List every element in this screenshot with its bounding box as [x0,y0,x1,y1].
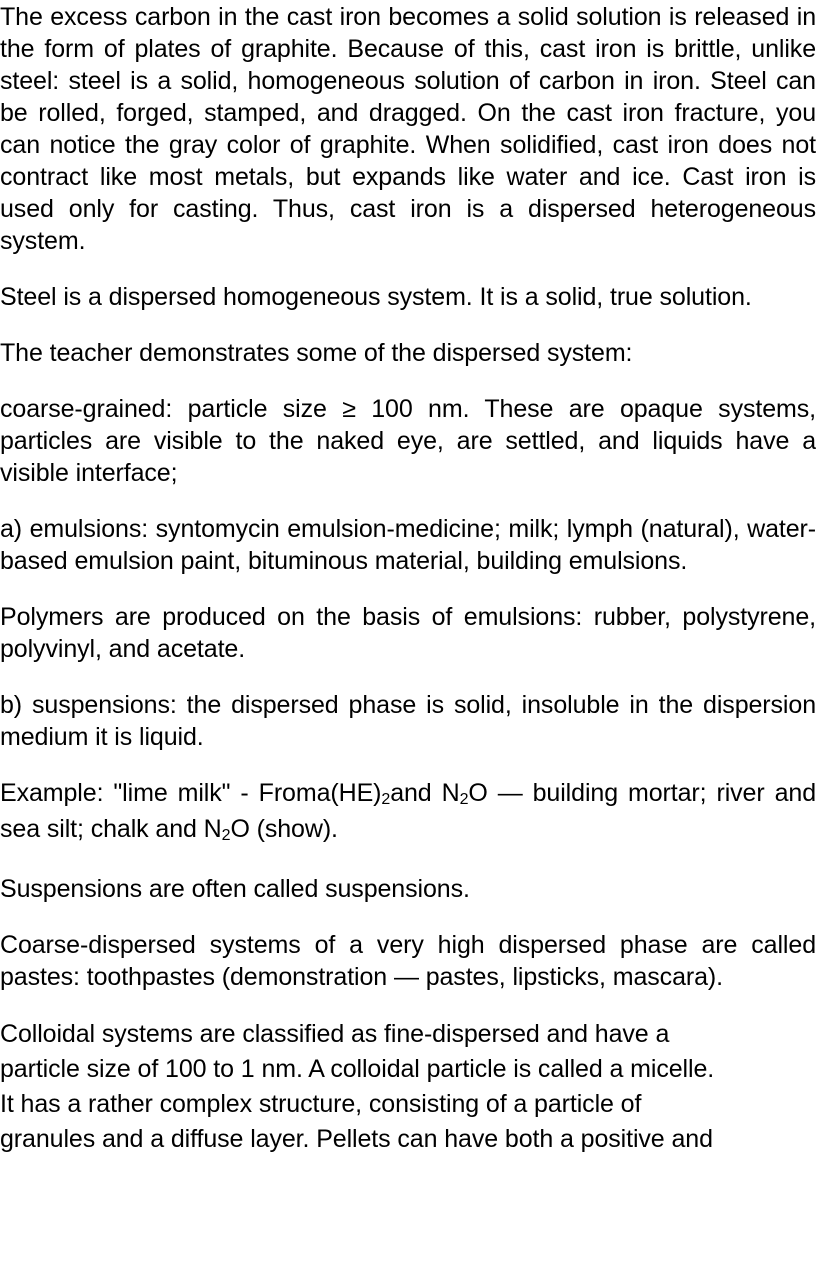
paragraph-cast-iron: The excess carbon in the cast iron becomes a solid solution is released in the form of plates of graphite. Because of this, cast iron is brittle, unlike steel: steel is a solid, homogeneous solution of carbon in iron. Steel can be rolled, forged, stamped, and dragged. On the cast iron fracture, you can notice the gray color of graphite. When solidified, cast iron does not contract like most metals, but expands like water and ice. Cast iron is used only for casting. Thus, cast iron is a dispersed heterogeneous system. [0,3,816,255]
colloidal-line: Colloidal systems are classified as fine-dispersed and have a [0,1020,670,1048]
paragraph-pastes: Coarse-dispersed systems of a very high dispersed phase are called pastes: toothpastes (demonstration — pastes, lipsticks, mascara). [0,931,816,991]
paragraph-steel: Steel is a dispersed homogeneous system. It is a solid, true solution. [0,283,752,311]
paragraph-suspensions: b) suspensions: the dispersed phase is solid, insoluble in the dispersion medium it is liquid. [0,691,816,751]
paragraph-colloidal [0,1017,816,1157]
colloidal-line: granules and a diffuse layer. Pellets can have both a positive and [0,1125,713,1153]
paragraph-coarse-grained: coarse-grained: particle size ≥ 100 nm. These are opaque systems, particles are visible to the naked eye, are settled, and liquids have a visible interface; [0,395,816,487]
colloidal-line: It has a rather complex structure, consisting of a particle of [0,1090,642,1118]
paragraph-polymers: Polymers are produced on the basis of emulsions: rubber, polystyrene, polyvinyl, and acetate. [0,603,816,663]
paragraph-teacher-demonstrates: The teacher demonstrates some of the dispersed system: [0,339,633,367]
paragraph-example: Example: "lime milk" - $Froma(HE)_2and$ $N_2O$ — building mortar; river and sea silt; chalk and $N_2O$ (show). [0,779,816,844]
paragraph-suspensions-called: Suspensions are often called suspensions. [0,875,470,903]
paragraph-emulsions: a) emulsions: syntomycin emulsion-medicine; milk; lymph (natural), water-based emulsion paint, bituminous material, building emulsions. [0,515,816,575]
colloidal-line: particle size of 100 to 1 nm. A colloidal particle is called a micelle. [0,1055,715,1083]
